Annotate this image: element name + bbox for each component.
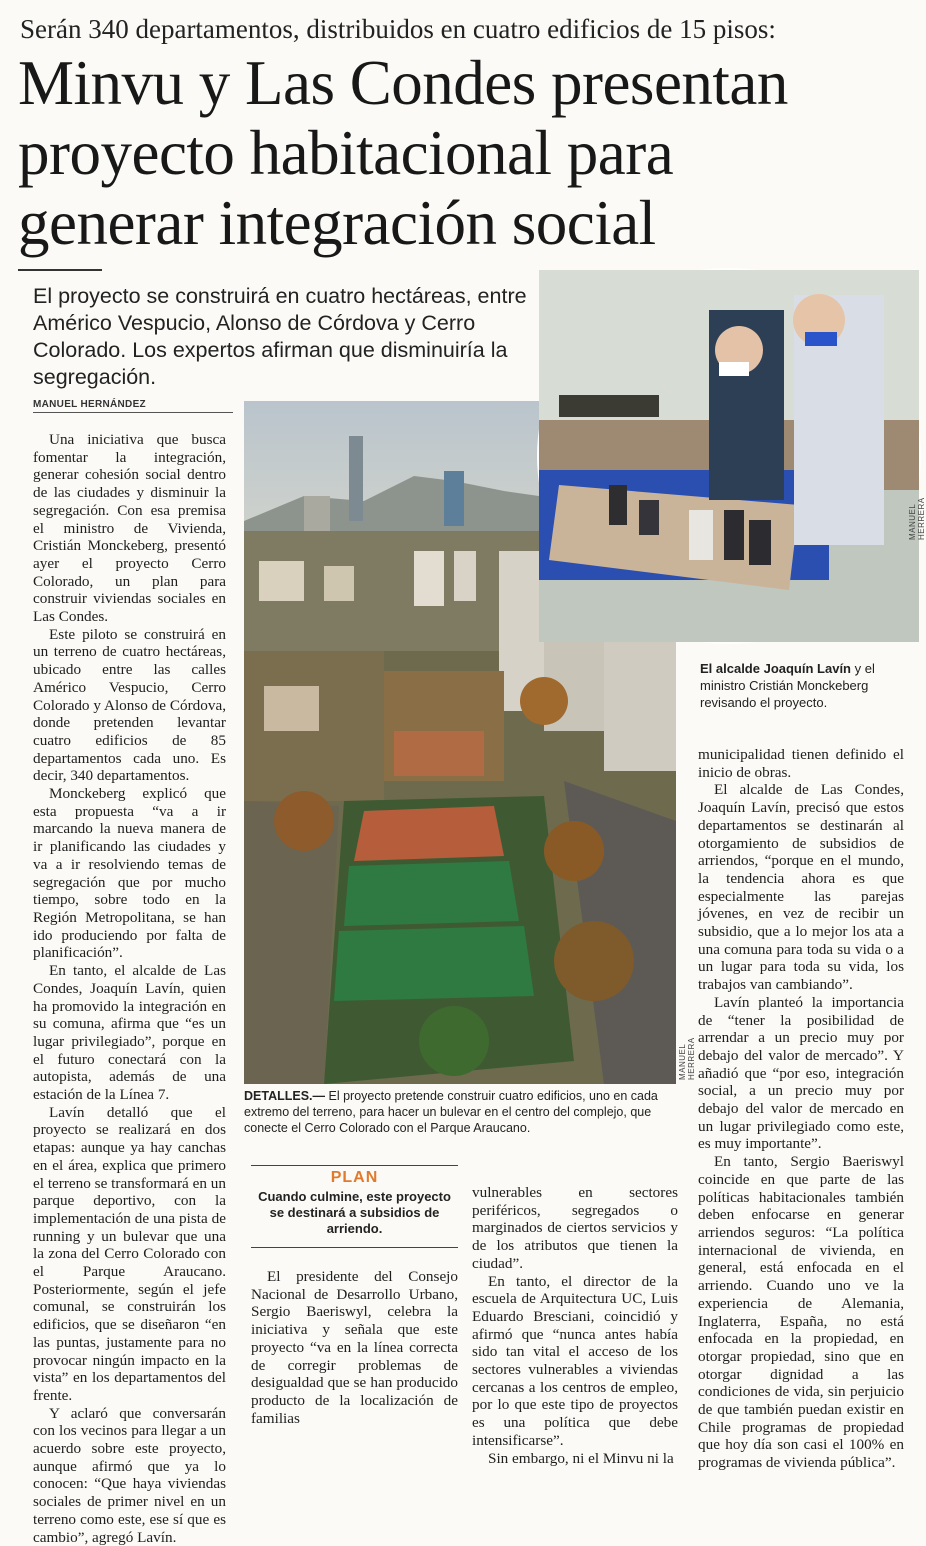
byline: MANUEL HERNÁNDEZ	[33, 399, 233, 413]
article-column-4	[698, 746, 904, 1472]
kicker: Serán 340 departamentos, distribuidos en cuatro edificios de 15 pisos:	[20, 14, 776, 44]
paragraph: En tanto, el director de la escuela de Arquitectura UC, Luis Eduardo Bresciani, coincidió y afirmó que “nunca antes había sido tan vital el acceso de los sectores vulnerables a viviendas cercanas a los centros de empleo, por lo que este tipo de proyectos es una política que debe intensificarse”.	[472, 1272, 678, 1449]
caption-text: y el ministro Cristián Monckeberg revisando el proyecto.	[700, 661, 875, 710]
paragraph: Lavín planteó la importancia de “tener la posibilidad de arrendar a un precio muy por debajo del valor de mercado”. Y añadió que “por eso, integración social, a un precio muy por debajo del valor de mercado en un lugar privilegiado como este, es muy importante”.	[698, 993, 904, 1153]
paragraph: El presidente del Consejo Nacional de Desarrollo Urbano, Sergio Baeriswyl, celebra la iniciativa y señala que este proyecto “va en la línea correcta de corregir problemas de desigualdad que se han producido producto de la localización de familias	[251, 1268, 458, 1427]
headline-line-1: Minvu y Las Condes presentan	[18, 48, 788, 118]
paragraph: municipalidad tienen definido el inicio de obras.	[698, 746, 904, 781]
caption-text: El proyecto pretende construir cuatro edificios, uno en cada extremo del terreno, para hacer un bulevar en el centro del complejo, que conecte el Cerro Colorado con el Parque Araucano.	[244, 1089, 658, 1135]
headline-line-2: proyecto habitacional para	[18, 118, 674, 188]
paragraph: Sin embargo, ni el Minvu ni la	[488, 1449, 674, 1467]
paragraph: En tanto, Sergio Baeriswyl coincide en que parte de las políticas habitacionales también deben enfocarse en generar arriendos seguros: “La política internacional de vivienda, en general, está enfocada en el arriendo. Cuando uno ve la experiencia de Alemania, Inglaterra, España, no está enfocada en la propiedad, en otorgar propiedad, sino que en otorgar dignidad a las condiciones de vida, sin perjuicio de que también puedan existir en Chile programas de propiedad que hoy día son casi el 100% en programas de vivienda pública”.	[698, 1153, 904, 1472]
paragraph: Y aclaró que conversarán con los vecinos para llegar a un acuerdo sobre este proyecto, aunque afirmó que ya lo conocen: “Que haya viviendas sociales de primer nivel en un terreno como este, ese sí que es cambio”, agregó Lavín.	[33, 1404, 226, 1546]
plan-box	[251, 1165, 458, 1248]
circle-photo-caption	[700, 660, 905, 711]
caption-bold: El alcalde Joaquín Lavín	[700, 661, 851, 676]
plan-rule	[251, 1247, 458, 1248]
plan-title: PLAN	[330, 1169, 379, 1186]
paragraph: En tanto, el alcalde de Las Condes, Joaquín Lavín, quien ha promovido la integración en su comuna, afirma que “es un lugar privilegiado”, porque en el futuro conectará con la autopista, además de una estación de la Línea 7.	[33, 962, 226, 1104]
paragraph: vulnerables en sectores periféricos, segregados o marginados de ciertos servicios y de los atributos que tienen la ciudad”.	[472, 1184, 678, 1272]
paragraph: Una iniciativa que busca fomentar la integración, generar cohesión social dentro de las ciudades y disminuir la segregación. Con esa premisa el ministro de Vivienda, Cristián Monckeberg, presentó ayer el proyecto Cerro Colorado, un plan para construir viviendas sociales en Las Condes.	[33, 431, 226, 626]
people-model-icon	[539, 270, 919, 642]
plan-text: Cuando culmine, este proyecto se destinará a subsidios de arriendo.	[258, 1189, 451, 1236]
paragraph: El alcalde de Las Condes, Joaquín Lavín, precisó que estos departamentos se destinarán al otorgamiento de subsidios de arriendos, “porque en el mundo, la tendencia ahora es que especialmente las parejas jóvenes, en vez de recibir un subsidio, que a lo mejor los ata a una comuna para toda su vida o a un lugar para toda su vida, los trabajos van cambiando”.	[698, 781, 904, 994]
headline-rule	[18, 269, 102, 271]
photo-credit: MANUEL HERRERA	[678, 1037, 696, 1080]
headline-line-3: generar integración social	[18, 188, 656, 258]
photo-credit: MANUEL HERRERA	[908, 497, 926, 540]
paragraph: Monckeberg explicó que esta propuesta “va a ir marcando la nueva manera de ir planificando las ciudades y va a ir resolviendo temas de segregación que por mucho tiempo, sobre todo en la Región Metropolitana, se han ido produciendo por falta de planificación”.	[33, 785, 226, 962]
headline	[18, 48, 898, 258]
article-column-2	[251, 1268, 458, 1427]
article-column-3	[472, 1184, 678, 1467]
circle-photo	[537, 268, 921, 644]
aerial-photo-caption	[244, 1088, 676, 1136]
caption-bold: DETALLES.—	[244, 1089, 326, 1103]
paragraph: Lavín detalló que el proyecto se realizará en dos etapas: aunque ya hay canchas en el área, explica que primero el terreno se transformará en un parque deportivo, con la implementación de una pista de running y un bulevar que una la zona del Cerro Colorado con el Parque Araucano. Posteriormente, según el jefe comunal, se construirán los edificios, que se diseñaron “en las puntas, justamente para no provocar ningún impacto en la vista” en los departamentos del frente.	[33, 1103, 226, 1404]
article-column-1	[33, 431, 226, 1546]
paragraph: Este piloto se construirá en un terreno de cuatro hectáreas, ubicado entre las calles Américo Vespucio, Cerro Colorado y Alonso de Córdova, donde pretenden levantar cuatro edificios de 85 departamentos cada uno. Es decir, 340 departamentos.	[33, 625, 226, 785]
dek: El proyecto se construirá en cuatro hectáreas, entre Américo Vespucio, Alonso de Córdova y Cerro Colorado. Los expertos afirman que disminuiría la segregación.	[33, 284, 527, 389]
